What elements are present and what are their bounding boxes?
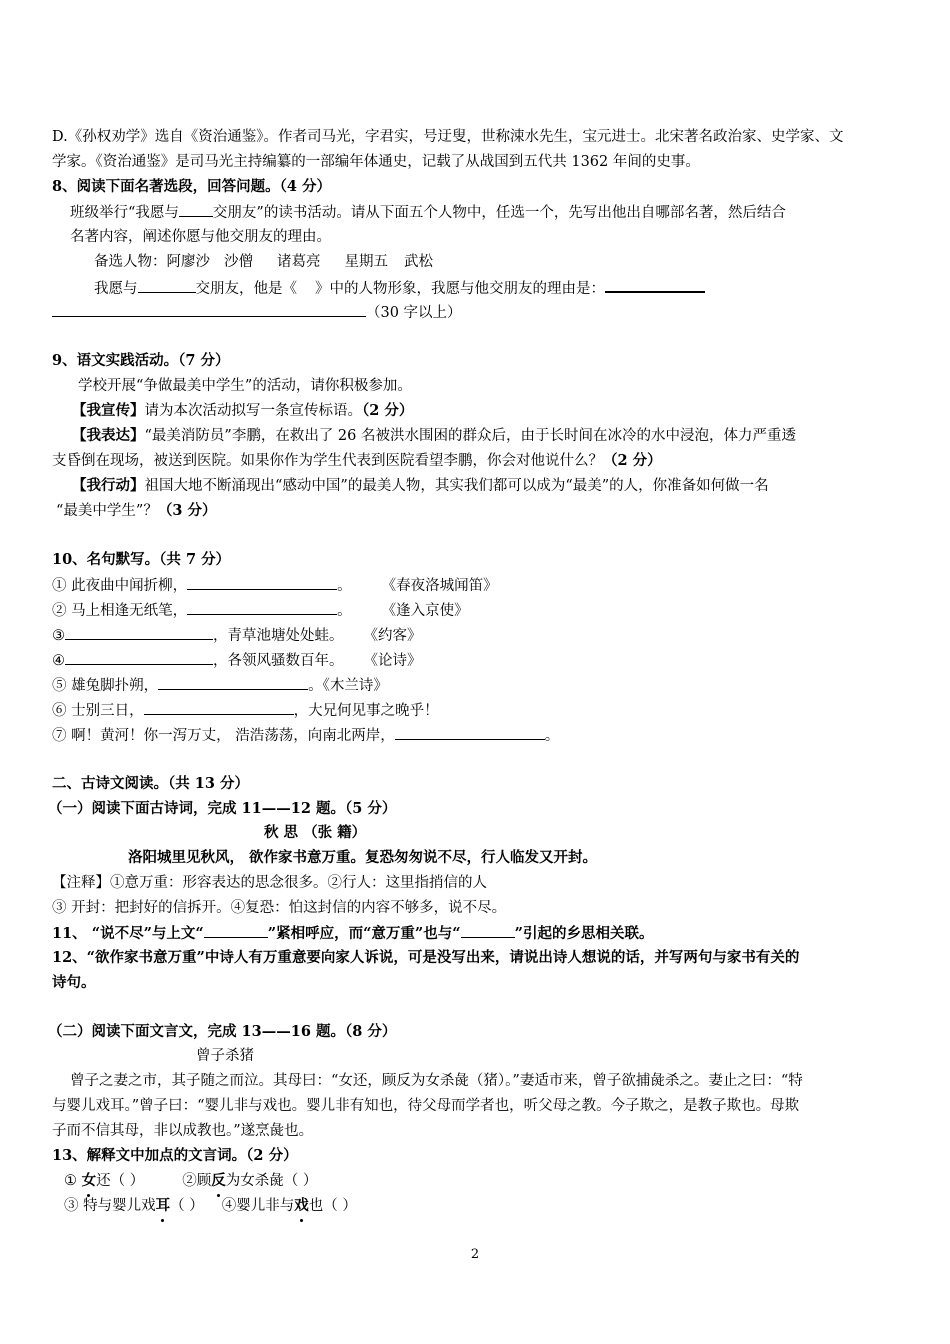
q13-text: ① [64, 1173, 82, 1189]
q9-title: 9、语文实践活动。（7 分） [52, 352, 230, 369]
q8-text: 交朋友”的读书活动。请从下面五个人物中，任选一个，先写出他出自哪部名著，然后结合 [212, 205, 786, 221]
q12-line-2: 诗句。 [52, 974, 96, 991]
q8-prompt-line-2: 名著内容，阐述你愿与他交朋友的理由。 [70, 229, 331, 245]
verse-blank[interactable] [187, 600, 337, 615]
q9-part1 [72, 401, 413, 421]
length-note: （30 字以上） [366, 305, 462, 321]
verse-text: ⑦ 啊！黄河！你一泻万丈， 浩浩荡荡，向南北两岸， [52, 728, 395, 744]
part-text: “最美中学生”？ [56, 503, 158, 519]
q8-text: 》中的人物形象，我愿与他交朋友的理由是： [315, 281, 605, 297]
q9-part2-line-2 [52, 451, 662, 471]
candidate-name: 诸葛亮 [277, 254, 321, 270]
verse-text: ⑥ 士别三日， [52, 703, 144, 719]
q10-title: 10、名句默写。（共 7 分） [52, 551, 231, 568]
verse-text: 。 [337, 578, 352, 594]
q10-item-2 [52, 600, 469, 621]
q13-text: ④婴儿非与 [221, 1198, 295, 1214]
d-item-line-2: 学家。《资治通鉴》是司马光主持编纂的一部编年体通史，记载了从战国到五代共 1362 年间的史事。 [52, 154, 700, 170]
verse-text: 。 [337, 603, 352, 619]
q13-text: ③ 特与婴儿戏 [64, 1198, 156, 1214]
d-item-line-1: D.《孙权劝学》选自《资治通鉴》。作者司马光，字君实，号迂叟，世称涑水先生，宝元进士。北宋著名政治家、史学家、文 [52, 129, 844, 145]
q13-title: 13、解释文中加点的文言词。（2 分） [52, 1147, 298, 1164]
classical-text-line-2: 与婴儿戏耳。”曾子曰：“婴儿非与戏也。婴儿非有知也，待父母而学者也，听父母之教。今子欺之，是教子欺也。母欺 [52, 1098, 800, 1114]
q8-candidates [94, 252, 433, 272]
q9-part3-line-2 [56, 501, 216, 521]
dotted-word: 戏 [294, 1197, 309, 1214]
candidate-name: 星期五 [344, 254, 388, 270]
classical-text-line-1: 曾子之妻之市，其子随之而泣。其母曰：“女还，顾反为女杀彘（猪）。”妻适市来，曾子欲捕彘杀之。妻止之曰：“特 [70, 1073, 803, 1089]
verse-blank[interactable] [65, 625, 213, 640]
verse-source: 《论诗》 [363, 653, 422, 669]
candidate-name: 沙僧 [224, 254, 253, 270]
q10-item-4 [52, 650, 422, 671]
verse-blank[interactable] [144, 700, 294, 715]
q8-blank-reason[interactable] [605, 277, 705, 293]
verse-blank[interactable] [65, 650, 213, 665]
score: （2 分） [362, 402, 414, 419]
candidates-label: 备选人物： [94, 254, 167, 270]
part-text: 请为本次活动拟写一条宣传标语。 [144, 403, 362, 419]
verse-blank[interactable] [158, 675, 308, 690]
q8-prompt-line-1 [70, 202, 786, 223]
part-tag: 【我表达】 [72, 427, 145, 444]
q13-text: ②顾 [182, 1173, 212, 1189]
q9-part2-line-1 [72, 426, 796, 446]
q12-line-1: 12、“欲作家书意万重”中诗人有万重意要向家人诉说，可是没写出来，请说出诗人想说的话，并写两句与家书有关的 [52, 949, 800, 966]
q8-answer-line-2 [52, 302, 462, 323]
q13-text: （ ） [170, 1198, 204, 1214]
q11-text: ”紧相呼应，而“意万重”也与“ [267, 925, 461, 942]
part-tag: 【我行动】 [72, 477, 145, 494]
q13-text: 为女杀彘（ ） [225, 1173, 318, 1189]
verse-text: ④ [52, 653, 65, 669]
page-number: 2 [470, 1247, 480, 1262]
classical-text-title: 曾子杀猪 [196, 1048, 254, 1064]
section-2-part-1-title: （一）阅读下面古诗词，完成 11——12 题。（5 分） [48, 800, 397, 817]
q8-text: 班级举行“我愿与 [70, 205, 179, 221]
section-2-part-2-title: （二）阅读下面文言文，完成 13——16 题。（8 分） [48, 1023, 397, 1040]
verse-text: ③ [52, 628, 65, 644]
score: （3 分） [157, 502, 217, 519]
verse-blank[interactable] [187, 575, 337, 590]
q8-title: 8、阅读下面名著选段，回答问题。（4 分） [52, 178, 331, 195]
q11 [52, 923, 653, 944]
poem-text: 洛阳城里见秋风， 欲作家书意万重。复恐匆匆说不尽，行人临发又开封。 [128, 849, 598, 866]
q10-item-1 [52, 575, 498, 596]
q9-intro: 学校开展“争做最美中学生”的活动，请你积极参加。 [78, 378, 412, 394]
poem-note-1: 【注释】①意万重：形容表达的思念很多。②行人：这里指捎信的人 [52, 875, 487, 891]
verse-text: ，青草池塘处处蛙。 [213, 628, 344, 644]
verse-source: 《春夜洛城闻笛》 [381, 578, 498, 594]
q11-text: 11、 “说不尽”与上文“ [52, 925, 204, 942]
classical-text-line-3: 子而不信其母，非以成教也。”遂烹彘也。 [52, 1123, 314, 1139]
q13-text: 也（ ） [308, 1198, 357, 1214]
q11-blank-1[interactable] [204, 923, 268, 938]
q8-text: 交朋友，他是《 [195, 281, 297, 297]
q9-part3-line-1 [72, 476, 769, 496]
score: （2 分） [603, 452, 662, 469]
q10-item-3 [52, 625, 422, 646]
q8-blank-friend[interactable] [179, 202, 213, 217]
verse-source: 《约客》 [363, 628, 422, 644]
q8-blank-name[interactable] [138, 278, 196, 293]
verse-text: 。 [544, 728, 560, 744]
q10-item-7 [52, 725, 559, 746]
candidate-name: 武松 [404, 254, 433, 270]
candidate-name: 阿廖沙 [166, 254, 210, 270]
q13-row-1 [64, 1171, 317, 1191]
verse-text: ，大兄何见事之晚乎！ [293, 703, 439, 719]
q13-text: 还（ ） [96, 1173, 145, 1189]
verse-source: 《逢入京使》 [381, 603, 469, 619]
dotted-word: 反 [211, 1172, 226, 1189]
part-text: “最美消防员”李鹏，在救出了 26 名被洪水围困的群众后，由于长时间在冰冷的水中浸泡，体力严重透 [144, 428, 796, 444]
part-tag: 【我宣传】 [72, 402, 145, 419]
verse-text: ② 马上相逢无纸笔， [52, 603, 188, 619]
dotted-word: 女 [81, 1172, 97, 1189]
q10-item-5 [52, 675, 388, 696]
verse-text: ⑤ 雄兔脚扑朔， [52, 678, 159, 694]
dotted-word: 耳 [155, 1197, 171, 1214]
poem-title: 秋 思 （张 籍） [264, 824, 367, 841]
part-text: 支昏倒在现场，被送到医院。如果你作为学生代表到医院看望李鹏，你会对他说什么？ [52, 453, 603, 469]
q10-item-6 [52, 700, 439, 721]
section-2-title: 二、古诗文阅读。（共 13 分） [52, 775, 250, 792]
part-text: 祖国大地不断涌现出“感动中国”的最美人物，其实我们都可以成为“最美”的人，你准备如何做一名 [144, 478, 769, 494]
verse-text: 。《木兰诗》 [308, 678, 388, 694]
q8-text: 我愿与 [94, 281, 138, 297]
q8-blank-reason-cont[interactable] [52, 302, 366, 317]
q8-answer-line [94, 277, 705, 299]
q13-row-2 [64, 1196, 357, 1216]
verse-text: ① 此夜曲中闻折柳， [52, 578, 188, 594]
verse-text: ，各领风骚数百年。 [213, 653, 344, 669]
q11-text: ”引起的乡思相关联。 [514, 925, 654, 942]
verse-blank[interactable] [395, 725, 545, 740]
poem-note-2: ③ 开封：把封好的信拆开。④复恐：怕这封信的内容不够多，说不尽。 [52, 900, 507, 916]
q11-blank-2[interactable] [461, 923, 515, 938]
